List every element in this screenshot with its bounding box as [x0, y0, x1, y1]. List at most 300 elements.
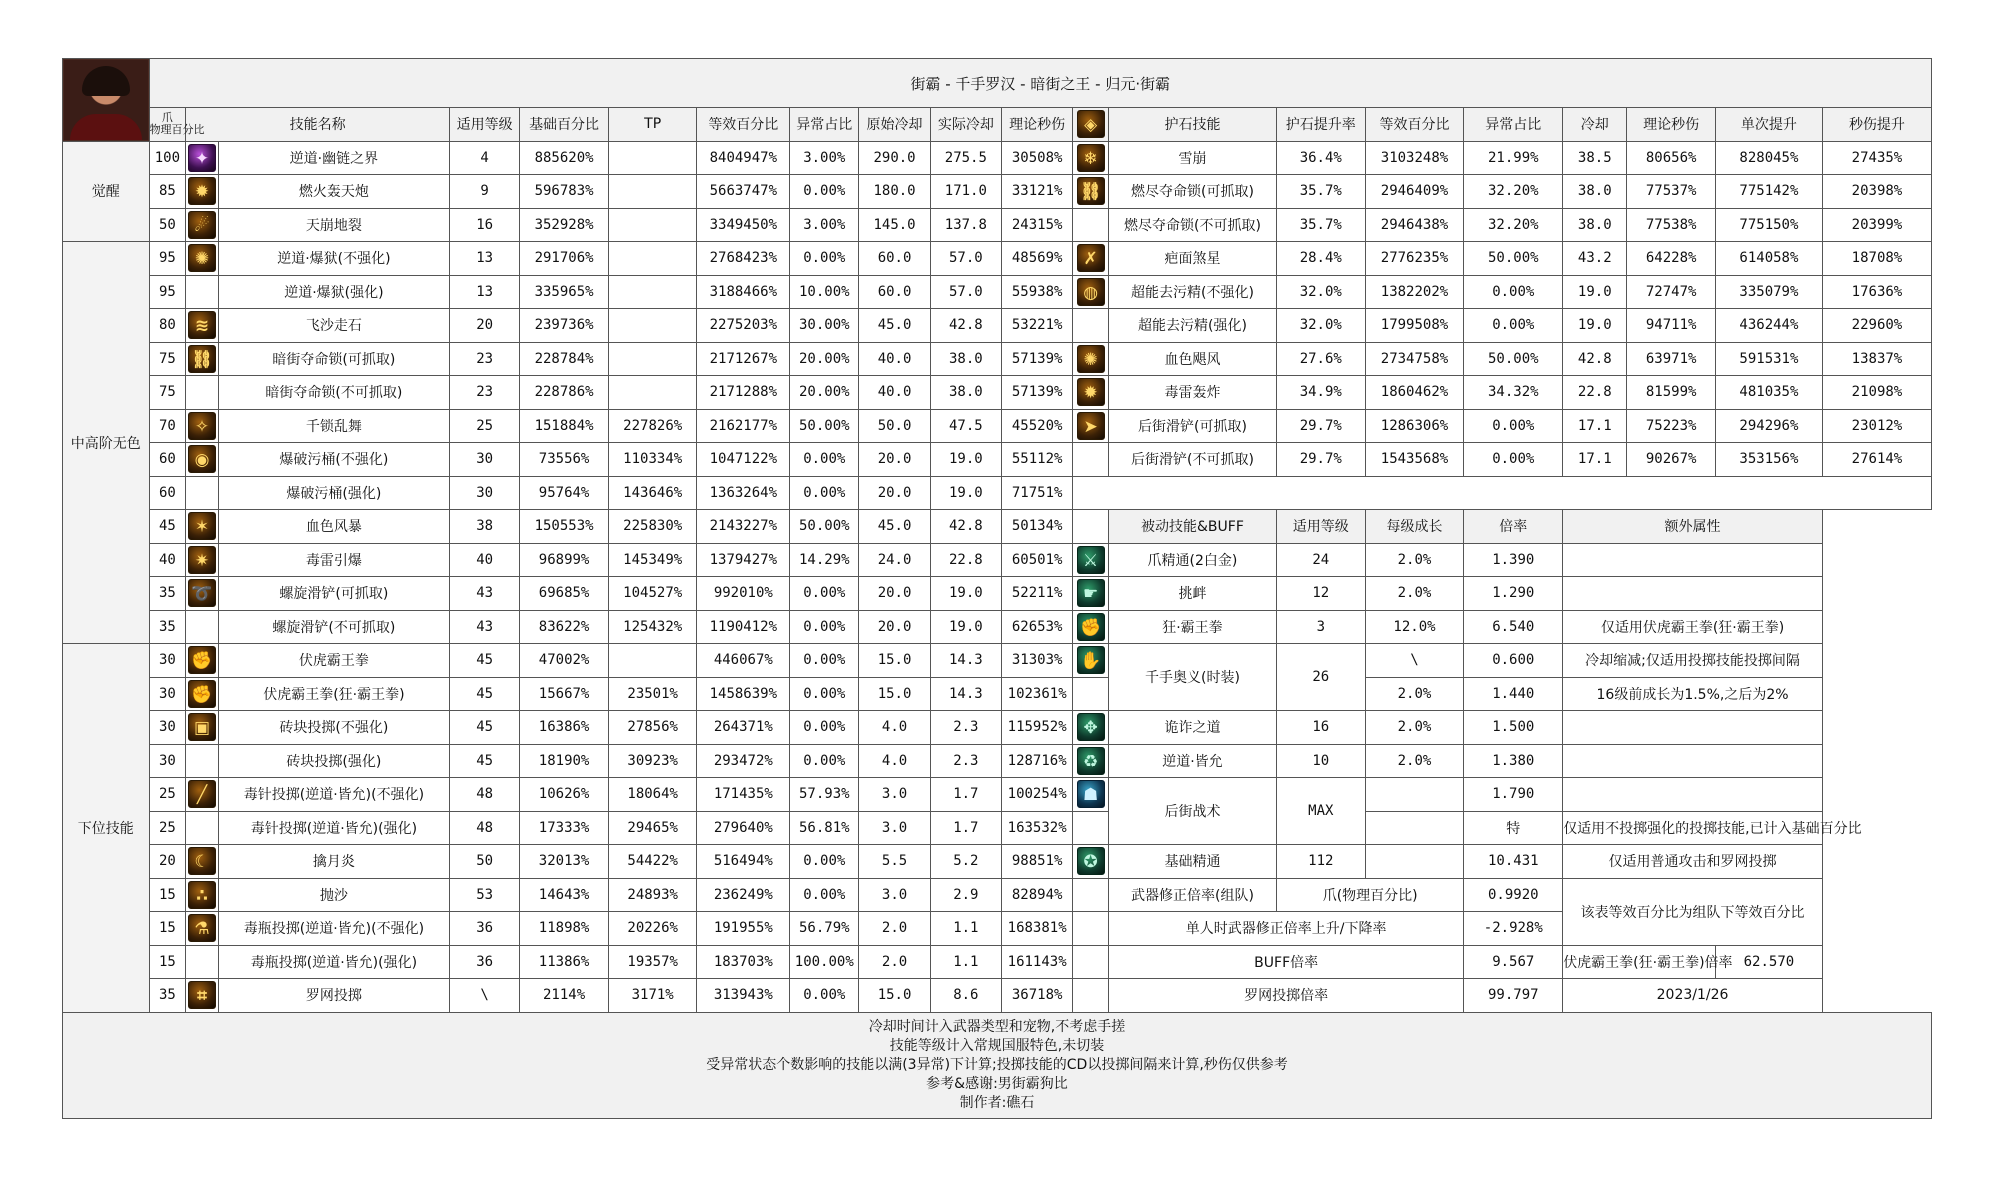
table-row [63, 811, 1932, 845]
table-row [63, 242, 1932, 276]
stone-eq-cell: 2776235% [1365, 242, 1464, 276]
original-cd-cell: 40.0 [859, 342, 930, 376]
icon-cell [186, 677, 219, 711]
passive-level-cell: 16 [1276, 711, 1365, 745]
scarface-icon: ✗ [1077, 244, 1105, 272]
table-row [63, 476, 1932, 510]
stone-skill-name-cell: 血色飓风 [1108, 342, 1276, 376]
table-row [63, 945, 1932, 979]
icon-cell [186, 309, 219, 343]
header-base-pct: 基础百分比 [520, 108, 609, 142]
abnormal-ratio-cell: 0.00% [790, 845, 859, 879]
group-note-cell: 该表等效百分比为组队下等效百分比 [1563, 878, 1823, 945]
stone-cd-cell: 17.1 [1563, 443, 1627, 477]
poison-bottle-icon: ⚗ [188, 914, 216, 942]
stone-eq-cell: 1543568% [1365, 443, 1464, 477]
header-stone-up: 护石提升率 [1276, 108, 1365, 142]
category-low: 下位技能 [63, 644, 150, 1013]
icon-cell [186, 845, 219, 879]
stone-dps-cell: 81599% [1627, 376, 1716, 410]
passive-rate-cell: 0.600 [1464, 644, 1563, 678]
single-up-cell: 294296% [1715, 409, 1822, 443]
abnormal-ratio-cell: 50.00% [790, 510, 859, 544]
skill-name-cell: 暗街夺命锁(不可抓取) [218, 376, 449, 410]
stone-skill-name-cell: 超能去污精(不强化) [1108, 275, 1276, 309]
icon-cell [186, 510, 219, 544]
abnormal-ratio-cell: 0.00% [790, 175, 859, 209]
skill-name-cell: 暗街夺命锁(可抓取) [218, 342, 449, 376]
stone-header-icon: ◈ [1077, 110, 1105, 138]
skill-name-cell: 罗网投掷 [218, 979, 449, 1013]
abnormal-ratio-cell: 0.00% [790, 476, 859, 510]
original-cd-cell: 2.0 [859, 912, 930, 946]
claw-pct-cell: 80 [149, 309, 186, 343]
level-cell: 13 [450, 275, 520, 309]
theory-dps-cell: 57139% [1002, 376, 1073, 410]
base-pct-cell: 228784% [520, 342, 609, 376]
passive-header-rate: 倍率 [1464, 510, 1563, 544]
frenzy-fist-icon: ✊ [188, 680, 216, 708]
claw-pct-cell: 30 [149, 744, 186, 778]
passive-name-cell: 挑衅 [1108, 577, 1276, 611]
passive-rate-cell: 1.390 [1464, 543, 1563, 577]
passive-rate-cell: 1.500 [1464, 711, 1563, 745]
passive-extra-cell: 仅适用不投掷强化的投掷技能,已计入基础百分比 [1563, 811, 1823, 845]
date-cell: 2023/1/26 [1563, 979, 1823, 1013]
stone-abnormal-cell: 50.00% [1464, 342, 1563, 376]
eq-pct-cell: 2143227% [697, 510, 790, 544]
footer-note-line: 参考&感谢:男街霸狗比 [926, 1075, 1068, 1092]
abnormal-ratio-cell: 0.00% [790, 644, 859, 678]
passive-extra-cell [1563, 744, 1823, 778]
theory-dps-cell: 161143% [1002, 945, 1073, 979]
blank-cell [1073, 476, 1932, 510]
backstreet-slide-icon: ➤ [1077, 412, 1105, 440]
passive-growth-cell: 2.0% [1365, 744, 1464, 778]
claw-pct-cell: 30 [149, 711, 186, 745]
basic-master-icon: ✪ [1077, 847, 1105, 875]
stone-skill-name-cell: 雪崩 [1108, 141, 1276, 175]
icon-cell [1073, 242, 1109, 276]
category-mid: 中高阶无色 [63, 242, 150, 644]
passive-rate-cell: 1.290 [1464, 577, 1563, 611]
icon-cell [1073, 376, 1109, 410]
theory-dps-cell: 128716% [1002, 744, 1073, 778]
skill-name-cell: 逆道·幽链之界 [218, 141, 449, 175]
skill-name-cell: 飞沙走石 [218, 309, 449, 343]
single-up-cell: 591531% [1715, 342, 1822, 376]
header-tp: TP [608, 108, 697, 142]
tiger-fist-icon: ✊ [188, 646, 216, 674]
tiger-rate-value: 62.570 [1715, 945, 1822, 979]
level-cell: 45 [450, 744, 520, 778]
real-cd-cell: 14.3 [930, 677, 1001, 711]
header-original-cd: 原始冷却 [859, 108, 930, 142]
weapon-rate-type: 爪(物理百分比) [1276, 878, 1463, 912]
original-cd-cell: 180.0 [859, 175, 930, 209]
original-cd-cell: 45.0 [859, 510, 930, 544]
icon-cell [186, 476, 219, 510]
base-pct-cell: 16386% [520, 711, 609, 745]
abnormal-ratio-cell: 30.00% [790, 309, 859, 343]
base-pct-cell: 73556% [520, 443, 609, 477]
stone-abnormal-cell: 0.00% [1464, 309, 1563, 343]
tp-cell [608, 141, 697, 175]
icon-cell [1073, 342, 1109, 376]
real-cd-cell: 1.7 [930, 811, 1001, 845]
weapon-rate-value: 0.9920 [1464, 878, 1563, 912]
abnormal-ratio-cell: 0.00% [790, 242, 859, 276]
passive-growth-cell: 12.0% [1365, 610, 1464, 644]
stone-up-cell: 36.4% [1276, 141, 1365, 175]
stone-skill-name-cell: 毒雷轰炸 [1108, 376, 1276, 410]
theory-dps-cell: 48569% [1002, 242, 1073, 276]
claw-pct-cell: 25 [149, 778, 186, 812]
level-cell: 25 [450, 409, 520, 443]
base-pct-cell: 335965% [520, 275, 609, 309]
abnormal-ratio-cell: 0.00% [790, 744, 859, 778]
eq-pct-cell: 2162177% [697, 409, 790, 443]
base-pct-cell: 239736% [520, 309, 609, 343]
stone-skill-name-cell: 疤面煞星 [1108, 242, 1276, 276]
icon-cell [1073, 711, 1109, 745]
header-dps-up: 秒伤提升 [1822, 108, 1931, 142]
skill-name-cell: 砖块投掷(强化) [218, 744, 449, 778]
real-cd-cell: 137.8 [930, 208, 1001, 242]
abnormal-ratio-cell: 0.00% [790, 443, 859, 477]
passive-level-cell: 26 [1276, 644, 1365, 711]
header-real-cd: 实际冷却 [930, 108, 1001, 142]
eq-pct-cell: 2768423% [697, 242, 790, 276]
stone-dps-cell: 94711% [1627, 309, 1716, 343]
passive-rate-cell: 1.790 [1464, 778, 1563, 812]
table-row [63, 342, 1932, 376]
footer-note-line: 冷却时间计入武器类型和宠物,不考虑手搓 [868, 1018, 1126, 1035]
sand-throw-icon: ∴ [188, 881, 216, 909]
blank-icon-cell [1073, 811, 1109, 845]
real-cd-cell: 57.0 [930, 275, 1001, 309]
abnormal-ratio-cell: 20.00% [790, 376, 859, 410]
passive-growth-cell [1365, 845, 1464, 879]
claw-pct-cell: 95 [149, 275, 186, 309]
abnormal-ratio-cell: 57.93% [790, 778, 859, 812]
claw-pct-cell: 85 [149, 175, 186, 209]
stone-abnormal-cell: 21.99% [1464, 141, 1563, 175]
eq-pct-cell: 1363264% [697, 476, 790, 510]
icon-cell [186, 610, 219, 644]
icon-cell [186, 945, 219, 979]
eq-pct-cell: 313943% [697, 979, 790, 1013]
icon-cell [1073, 141, 1109, 175]
theory-dps-cell: 45520% [1002, 409, 1073, 443]
stone-skill-name-cell: 后街滑铲(不可抓取) [1108, 443, 1276, 477]
poison-needle-icon: ╱ [188, 780, 216, 808]
base-pct-cell: 47002% [520, 644, 609, 678]
theory-dps-cell: 102361% [1002, 677, 1073, 711]
avatar-cell [63, 59, 150, 142]
chain-dance-icon: ✧ [188, 412, 216, 440]
claw-pct-cell: 15 [149, 912, 186, 946]
icon-cell [186, 208, 219, 242]
single-up-cell: 481035% [1715, 376, 1822, 410]
skill-name-cell: 螺旋滑铲(可抓取) [218, 577, 449, 611]
tp-cell [608, 175, 697, 209]
tp-cell: 143646% [608, 476, 697, 510]
stone-up-cell: 27.6% [1276, 342, 1365, 376]
tp-cell: 225830% [608, 510, 697, 544]
table-row [63, 141, 1932, 175]
table-row [63, 577, 1932, 611]
tp-cell: 27856% [608, 711, 697, 745]
theory-dps-cell: 36718% [1002, 979, 1073, 1013]
base-pct-cell: 14643% [520, 878, 609, 912]
thousand-hands-icon: ✋ [1077, 646, 1105, 674]
passive-name-cell: 基础精通 [1108, 845, 1276, 879]
icon-cell [186, 242, 219, 276]
stone-dps-cell: 63971% [1627, 342, 1716, 376]
tp-cell: 20226% [608, 912, 697, 946]
theory-dps-cell: 31303% [1002, 644, 1073, 678]
stone-eq-cell: 3103248% [1365, 141, 1464, 175]
passive-level-cell: 3 [1276, 610, 1365, 644]
tp-cell [608, 275, 697, 309]
base-pct-cell: 17333% [520, 811, 609, 845]
header-stone-dps: 理论秒伤 [1627, 108, 1716, 142]
real-cd-cell: 5.2 [930, 845, 1001, 879]
tp-cell [608, 309, 697, 343]
theory-dps-cell: 168381% [1002, 912, 1073, 946]
base-pct-cell: 228786% [520, 376, 609, 410]
single-up-cell: 775142% [1715, 175, 1822, 209]
real-cd-cell: 57.0 [930, 242, 1001, 276]
passive-level-cell: 10 [1276, 744, 1365, 778]
passive-rate-cell: 1.440 [1464, 677, 1563, 711]
icon-cell [1073, 778, 1109, 812]
real-cd-cell: 19.0 [930, 610, 1001, 644]
base-pct-cell: 69685% [520, 577, 609, 611]
tp-cell [608, 342, 697, 376]
footer-note-line: 技能等级计入常规国服特色,未切装 [889, 1037, 1105, 1054]
eq-pct-cell: 2171267% [697, 342, 790, 376]
eq-pct-cell: 8404947% [697, 141, 790, 175]
dps-up-cell: 21098% [1822, 376, 1931, 410]
theory-dps-cell: 30508% [1002, 141, 1073, 175]
real-cd-cell: 19.0 [930, 577, 1001, 611]
icon-cell [1073, 175, 1109, 209]
table-title: 街霸 - 千手罗汉 - 暗街之王 - 归元·街霸 [149, 59, 1931, 108]
passive-growth-cell [1365, 811, 1464, 845]
table-row [63, 744, 1932, 778]
blood-hurricane-icon: ✺ [1077, 345, 1105, 373]
passive-growth-cell: 2.0% [1365, 543, 1464, 577]
claw-pct-cell: 25 [149, 811, 186, 845]
footer-note-line: 受异常状态个数影响的技能以满(3异常)下计算;投掷技能的CD以投掷间隔来计算,秒伤仅供参考 [706, 1056, 1288, 1073]
original-cd-cell: 60.0 [859, 242, 930, 276]
real-cd-cell: 1.1 [930, 912, 1001, 946]
passive-header-extra: 额外属性 [1563, 510, 1823, 544]
real-cd-cell: 42.8 [930, 510, 1001, 544]
base-pct-cell: 11898% [520, 912, 609, 946]
base-pct-cell: 10626% [520, 778, 609, 812]
claw-pct-cell: 100 [149, 141, 186, 175]
original-cd-cell: 20.0 [859, 577, 930, 611]
icon-cell [186, 175, 219, 209]
header-abnormal-ratio: 异常占比 [790, 108, 859, 142]
level-cell: 40 [450, 543, 520, 577]
passive-extra-cell: 仅适用伏虎霸王拳(狂·霸王拳) [1563, 610, 1823, 644]
skill-name-cell: 逆道·爆狱(不强化) [218, 242, 449, 276]
base-pct-cell: 95764% [520, 476, 609, 510]
claw-pct-cell: 40 [149, 543, 186, 577]
table-row [63, 677, 1932, 711]
dps-up-cell: 17636% [1822, 275, 1931, 309]
stone-dps-cell: 90267% [1627, 443, 1716, 477]
blank-icon-cell [1073, 945, 1109, 979]
base-pct-cell: 11386% [520, 945, 609, 979]
icon-cell [1073, 845, 1109, 879]
dps-up-cell: 23012% [1822, 409, 1931, 443]
real-cd-cell: 38.0 [930, 342, 1001, 376]
base-pct-cell: 885620% [520, 141, 609, 175]
dps-up-cell: 18708% [1822, 242, 1931, 276]
level-cell: 36 [450, 945, 520, 979]
single-up-cell: 775150% [1715, 208, 1822, 242]
theory-dps-cell: 33121% [1002, 175, 1073, 209]
tp-cell [608, 208, 697, 242]
provoke-icon: ☛ [1077, 579, 1105, 607]
eq-pct-cell: 3349450% [697, 208, 790, 242]
claw-pct-cell: 35 [149, 610, 186, 644]
original-cd-cell: 145.0 [859, 208, 930, 242]
eq-pct-cell: 446067% [697, 644, 790, 678]
net-rate-value: 99.797 [1464, 979, 1563, 1013]
blank-icon-cell [1073, 878, 1109, 912]
original-cd-cell: 20.0 [859, 476, 930, 510]
burn-lock-icon: ⛓ [1077, 177, 1105, 205]
theory-dps-cell: 62653% [1002, 610, 1073, 644]
stone-up-cell: 29.7% [1276, 409, 1365, 443]
stone-cd-cell: 42.8 [1563, 342, 1627, 376]
base-pct-cell: 32013% [520, 845, 609, 879]
icon-cell [186, 543, 219, 577]
original-cd-cell: 15.0 [859, 979, 930, 1013]
tp-cell: 29465% [608, 811, 697, 845]
stone-abnormal-cell: 34.32% [1464, 376, 1563, 410]
stone-abnormal-cell: 0.00% [1464, 275, 1563, 309]
stone-dps-cell: 75223% [1627, 409, 1716, 443]
backstreet-icon: ☗ [1077, 780, 1105, 808]
stone-dps-cell: 80656% [1627, 141, 1716, 175]
real-cd-cell: 47.5 [930, 409, 1001, 443]
base-pct-cell: 150553% [520, 510, 609, 544]
table-row [63, 543, 1932, 577]
passive-header-level: 适用等级 [1276, 510, 1365, 544]
original-cd-cell: 4.0 [859, 711, 930, 745]
eq-pct-cell: 3188466% [697, 275, 790, 309]
passive-growth-cell: 2.0% [1365, 577, 1464, 611]
level-cell: 9 [450, 175, 520, 209]
table-row [63, 711, 1932, 745]
abnormal-ratio-cell: 100.00% [790, 945, 859, 979]
real-cd-cell: 2.9 [930, 878, 1001, 912]
skill-table-sheet [62, 58, 1932, 1119]
real-cd-cell: 38.0 [930, 376, 1001, 410]
eq-pct-cell: 1047122% [697, 443, 790, 477]
stone-skill-name-cell: 超能去污精(强化) [1108, 309, 1276, 343]
theory-dps-cell: 53221% [1002, 309, 1073, 343]
tp-cell: 18064% [608, 778, 697, 812]
level-cell: 45 [450, 711, 520, 745]
tp-cell: 145349% [608, 543, 697, 577]
skill-name-cell: 擒月炎 [218, 845, 449, 879]
claw-pct-cell: 45 [149, 510, 186, 544]
base-pct-cell: 18190% [520, 744, 609, 778]
death-lock-icon: ⛓ [188, 345, 216, 373]
single-up-cell: 828045% [1715, 141, 1822, 175]
icon-cell [186, 409, 219, 443]
stone-up-cell: 28.4% [1276, 242, 1365, 276]
eq-pct-cell: 2171288% [697, 376, 790, 410]
stone-up-cell: 32.0% [1276, 275, 1365, 309]
buff-rate-label: BUFF倍率 [1108, 945, 1463, 979]
passive-growth-cell: \ [1365, 644, 1464, 678]
icon-cell [1073, 543, 1109, 577]
single-up-cell: 436244% [1715, 309, 1822, 343]
icon-cell [186, 878, 219, 912]
tp-cell [608, 644, 697, 678]
original-cd-cell: 60.0 [859, 275, 930, 309]
level-cell: 43 [450, 577, 520, 611]
icon-cell [186, 811, 219, 845]
theory-dps-cell: 55112% [1002, 443, 1073, 477]
tp-cell [608, 242, 697, 276]
base-pct-cell: 15667% [520, 677, 609, 711]
header-skill-name: 技能名称 [186, 108, 450, 142]
original-cd-cell: 50.0 [859, 409, 930, 443]
level-cell: 48 [450, 778, 520, 812]
theory-dps-cell: 163532% [1002, 811, 1073, 845]
passive-name-cell: 千手奥义(时装) [1108, 644, 1276, 711]
base-pct-cell: 291706% [520, 242, 609, 276]
table-row [63, 175, 1932, 209]
stone-cd-cell: 17.1 [1563, 409, 1627, 443]
theory-dps-cell: 55938% [1002, 275, 1073, 309]
stone-cd-cell: 19.0 [1563, 309, 1627, 343]
skill-name-cell: 血色风暴 [218, 510, 449, 544]
skill-name-cell: 毒雷引爆 [218, 543, 449, 577]
real-cd-cell: 275.5 [930, 141, 1001, 175]
abnormal-ratio-cell: 56.79% [790, 912, 859, 946]
passive-level-cell: MAX [1276, 778, 1365, 845]
fire-cannon-icon: ✹ [188, 177, 216, 205]
icon-cell [1073, 309, 1109, 343]
single-up-cell: 614058% [1715, 242, 1822, 276]
theory-dps-cell: 52211% [1002, 577, 1073, 611]
original-cd-cell: 290.0 [859, 141, 930, 175]
table-row [63, 979, 1932, 1013]
original-cd-cell: 20.0 [859, 610, 930, 644]
claw-pct-cell: 60 [149, 443, 186, 477]
stone-skill-name-cell: 后街滑铲(可抓取) [1108, 409, 1276, 443]
passive-rate-cell: 1.380 [1464, 744, 1563, 778]
skill-name-cell: 爆破污桶(强化) [218, 476, 449, 510]
abnormal-ratio-cell: 56.81% [790, 811, 859, 845]
skill-table [62, 58, 1932, 1119]
stone-abnormal-cell: 32.20% [1464, 208, 1563, 242]
abnormal-ratio-cell: 0.00% [790, 610, 859, 644]
real-cd-cell: 42.8 [930, 309, 1001, 343]
eq-pct-cell: 516494% [697, 845, 790, 879]
